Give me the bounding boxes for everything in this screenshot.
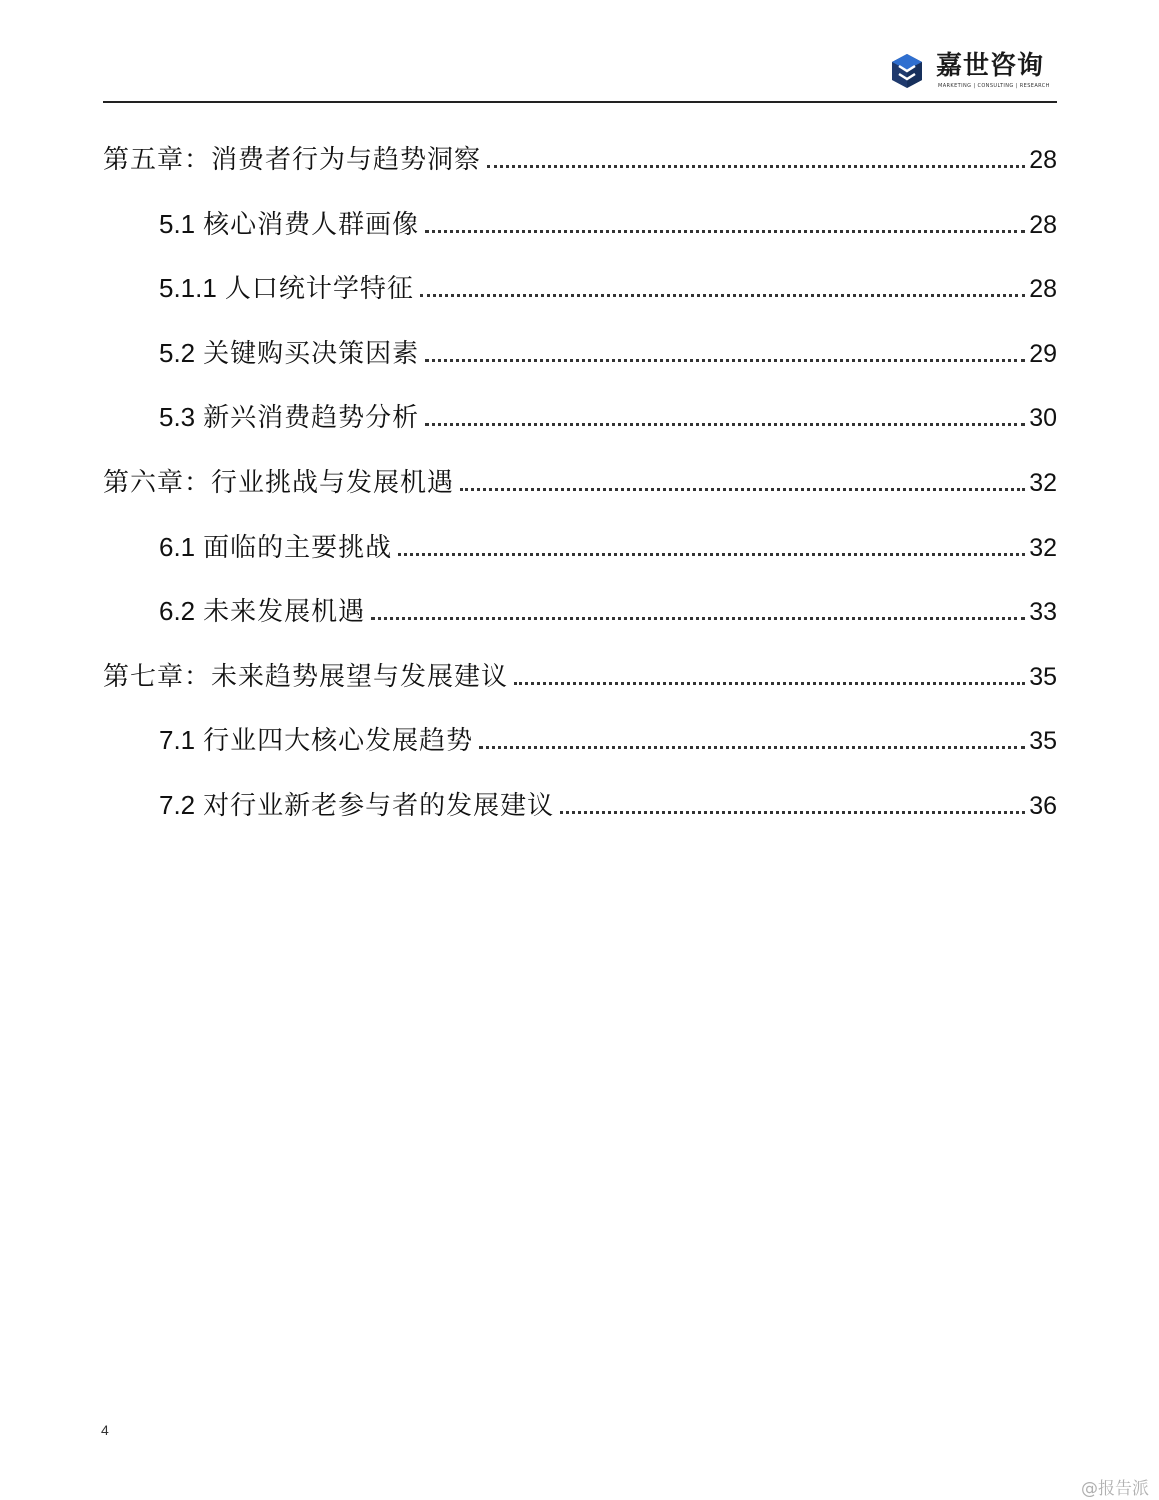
toc-entry-title: 人口统计学特征 xyxy=(224,274,414,304)
toc-entry[interactable] xyxy=(103,460,1057,500)
page-header xyxy=(0,0,1159,110)
toc-entry[interactable] xyxy=(159,202,1057,242)
toc-entry-page: 32 xyxy=(1029,469,1057,497)
toc-leader-dots xyxy=(560,811,1025,814)
page-number: 4 xyxy=(101,1422,109,1438)
toc-entry-page: 35 xyxy=(1029,663,1057,691)
toc-entry-title: 核心消费人群画像 xyxy=(203,210,420,240)
toc-entry[interactable] xyxy=(159,395,1057,435)
toc-leader-dots xyxy=(425,230,1025,233)
toc-entry[interactable] xyxy=(159,525,1057,565)
logo-name: 嘉世咨询 xyxy=(936,51,1045,81)
toc-entry-title: 第七章：未来趋势展望与发展建议 xyxy=(103,662,509,692)
header-divider xyxy=(103,101,1057,103)
toc-entry-page: 28 xyxy=(1029,211,1057,239)
toc-entry-number: 7.2 xyxy=(159,790,196,820)
toc-entry-label xyxy=(159,207,419,242)
toc-entry-title: 未来发展机遇 xyxy=(203,597,366,627)
toc-leader-dots xyxy=(420,294,1025,297)
toc-entry-number: 5.2 xyxy=(159,338,196,368)
toc-entry-page: 33 xyxy=(1029,598,1057,626)
toc-entry-title: 面临的主要挑战 xyxy=(203,533,393,563)
toc-entry-page: 28 xyxy=(1029,146,1057,174)
toc-entry[interactable] xyxy=(159,331,1057,371)
toc-entry-title: 行业四大核心发展趋势 xyxy=(203,726,474,756)
toc-leader-dots xyxy=(460,488,1025,491)
toc-entry[interactable] xyxy=(103,137,1057,177)
toc-entry[interactable] xyxy=(159,783,1057,823)
toc-entry-label xyxy=(103,660,508,694)
toc-leader-dots xyxy=(487,165,1025,168)
watermark: @报告派 xyxy=(1081,1479,1149,1499)
toc-entry-number: 7.1 xyxy=(159,725,196,755)
toc-entry-number: 6.2 xyxy=(159,596,196,626)
toc-entry-title: 对行业新老参与者的发展建议 xyxy=(203,791,555,821)
company-logo xyxy=(888,50,1058,96)
toc-entry-page: 35 xyxy=(1029,727,1057,755)
toc-leader-dots xyxy=(425,359,1025,362)
toc-entry-number: 5.3 xyxy=(159,402,196,432)
logo-mark-icon xyxy=(888,52,926,90)
toc-leader-dots xyxy=(398,553,1025,556)
toc-leader-dots xyxy=(514,682,1025,685)
toc-entry-label xyxy=(103,143,481,177)
toc-entry-page: 30 xyxy=(1029,404,1057,432)
toc-entry-number: 5.1.1 xyxy=(159,273,217,303)
toc-entry-label xyxy=(159,336,419,371)
toc-entry-page: 28 xyxy=(1029,275,1057,303)
toc-entry-number: 6.1 xyxy=(159,532,196,562)
toc-entry-title: 关键购买决策因素 xyxy=(203,339,420,369)
toc-entry-label xyxy=(159,400,419,435)
toc-entry-number: 5.1 xyxy=(159,209,196,239)
toc-entry-page: 36 xyxy=(1029,792,1057,820)
toc-entry-title: 第六章：行业挑战与发展机遇 xyxy=(103,468,455,498)
toc-entry-label xyxy=(159,723,473,758)
toc-leader-dots xyxy=(371,617,1025,620)
toc-entry-label xyxy=(103,466,454,500)
toc-entry-title: 新兴消费趋势分析 xyxy=(203,403,420,433)
toc-entry[interactable] xyxy=(159,589,1057,629)
toc-entry-title: 第五章：消费者行为与趋势洞察 xyxy=(103,145,482,175)
toc-entry-page: 32 xyxy=(1029,534,1057,562)
toc-entry-page: 29 xyxy=(1029,340,1057,368)
toc-leader-dots xyxy=(425,423,1025,426)
toc-entry[interactable] xyxy=(159,266,1057,306)
toc-leader-dots xyxy=(479,746,1025,749)
toc-entry-label xyxy=(159,271,414,306)
logo-tagline: MARKETING | CONSULTING | RESEARCH xyxy=(938,83,1050,89)
toc-entry-label xyxy=(159,530,392,565)
toc-entry-label xyxy=(159,788,554,823)
toc-entry[interactable] xyxy=(103,654,1057,694)
toc-entry-label xyxy=(159,594,365,629)
toc-entry[interactable] xyxy=(159,718,1057,758)
